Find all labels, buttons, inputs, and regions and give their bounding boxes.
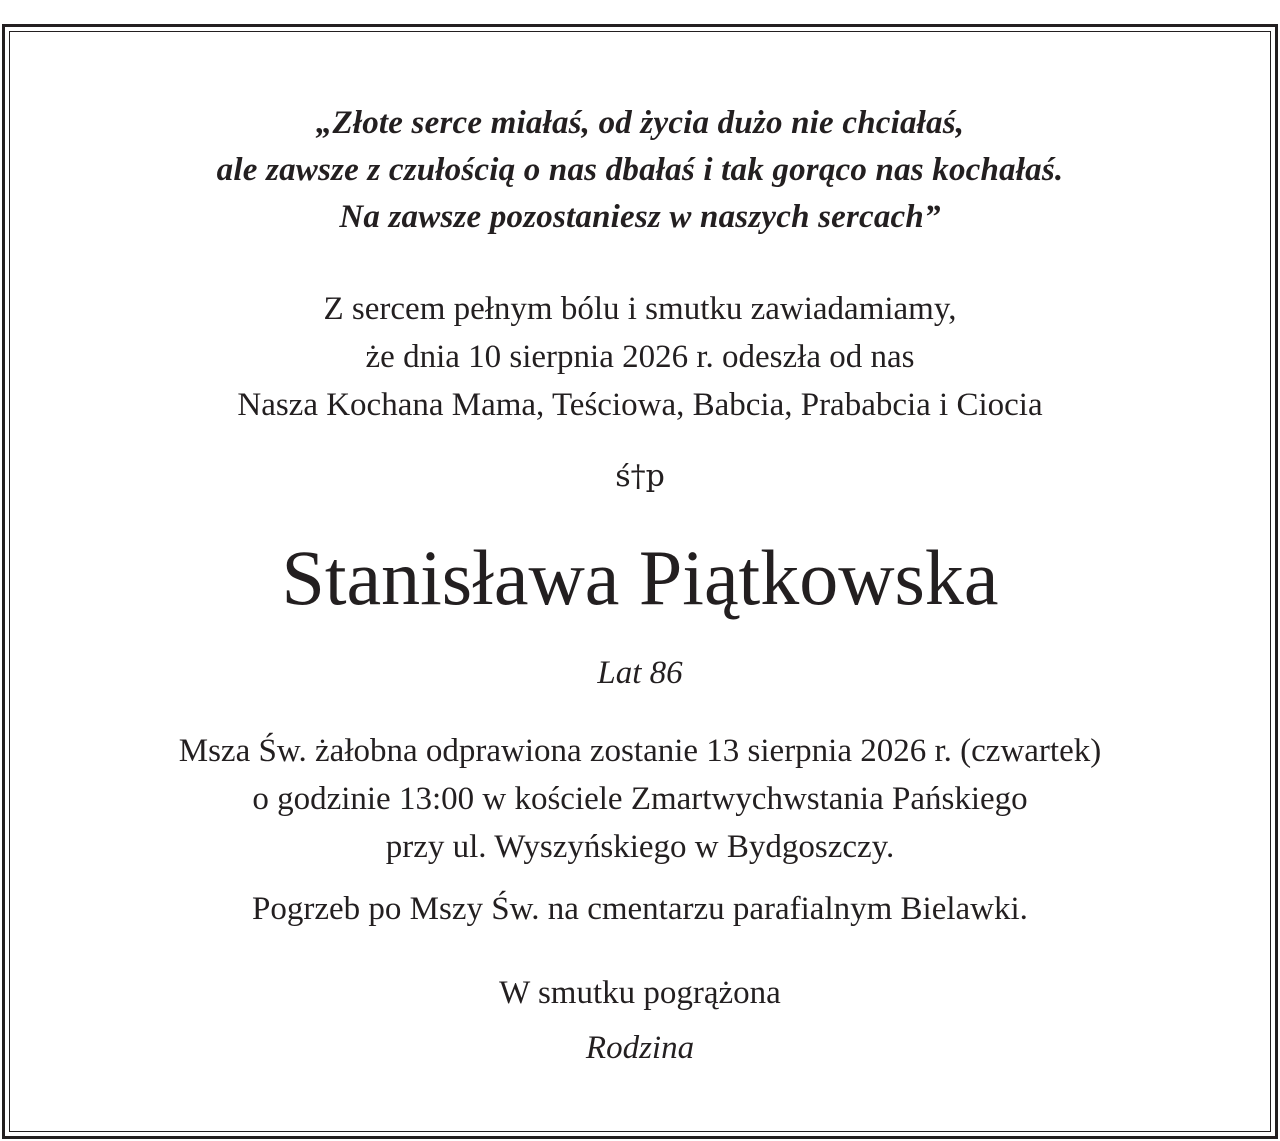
mass-line-1: Msza Św. żałobna odprawiona zostanie 13 sierpnia 2026 r. (czwartek) — [178, 733, 1102, 769]
quote-line-2: ale zawsze z czułością o nas dbałaś i tak gorąco nas kochałaś. — [216, 152, 1064, 188]
deceased-name: Stanisława Piątkowska — [281, 534, 999, 621]
burial-info: Pogrzeb po Mszy Św. na cmentarzu parafialnym Bielawki. — [252, 891, 1028, 927]
announcement-line-3: Nasza Kochana Mama, Teściowa, Babcia, Prababcia i Ciocia — [237, 387, 1043, 423]
deceased-age: Lat 86 — [597, 655, 683, 691]
mass-line-3: przy ul. Wyszyńskiego w Bydgoszczy. — [385, 829, 895, 865]
quote-line-1: „Złote serce miałaś, od życia dużo nie chciałaś, — [315, 105, 965, 141]
signature: Rodzina — [585, 1030, 695, 1066]
mass-line-2: o godzinie 13:00 w kościele Zmartwychwstania Pańskiego — [252, 781, 1028, 817]
announcement-line-1: Z sercem pełnym bólu i smutku zawiadamiamy, — [323, 291, 957, 327]
quote-line-3: Na zawsze pozostaniesz w naszych sercach” — [339, 199, 941, 235]
announcement-line-2: że dnia 10 sierpnia 2026 r. odeszła od nas — [365, 339, 915, 375]
honorific-cross: ś†p — [615, 459, 665, 494]
closing-line: W smutku pogrążona — [499, 975, 781, 1011]
